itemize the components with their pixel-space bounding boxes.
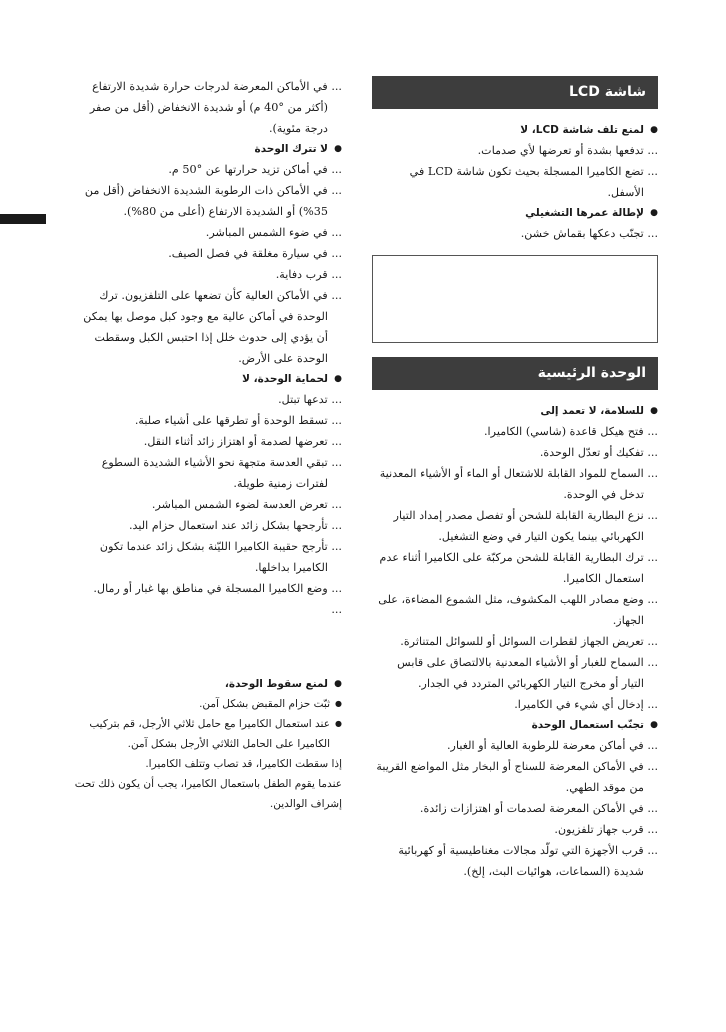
list-item: ... في الأماكن المعرضة للسناج أو البخار مثل المواضع القريبة من موقد الطهي. <box>376 760 658 794</box>
list-item: ... تعرض العدسة لضوء الشمس المباشر. <box>151 498 342 511</box>
list-item: ... في الأماكن العالية كأن تضعها على التلفزيون. ترك الوحدة في أماكن عالية مع وجود كبل موصل بها يمكن أن يؤدي إلى حدوث خلل إذا احتبس الكبل وسقطت الوحدة على الأرض. <box>83 289 342 365</box>
list-item: ... قرب الأجهزة التي تولّد مجالات مغناطيسية أو كهربائية شديدة (السماعات، هوائيات البث، إلخ). <box>398 844 658 878</box>
list-item: ... في الأماكن ذات الرطوبة الشديدة الانخفاض (أقل من 35%) أو الشديدة الارتفاع (أعلى من 80%). <box>84 184 342 218</box>
paragraph: إذا سقطت الكاميرا، قد تصاب وتتلف الكاميرا. <box>145 758 342 770</box>
list-item: ... تسقط الوحدة أو تطرقها على أشياء صلبة. <box>134 414 342 427</box>
fall-prevention-paragraphs <box>70 754 342 814</box>
list-item: ... فتح هيكل قاعدة (شاسي) الكاميرا. <box>483 425 658 438</box>
list-item: ... في سيارة مغلقة في فصل الصيف. <box>168 247 342 260</box>
lcd-section-header: شاشة LCD <box>372 76 658 109</box>
list-item: ... إدخال أي شيء في الكاميرا. <box>514 698 658 711</box>
list-item: ... السماح للمواد القابلة للاشتعال أو الماء أو الأشياء المعدنية تدخل في الوحدة. <box>379 467 658 501</box>
main-unit-section-header: الوحدة الرئيسية <box>372 357 658 390</box>
fall-prevention-subitems <box>70 694 342 754</box>
list-item: ... في أماكن تزيد حرارتها عن °50 م. <box>168 163 342 176</box>
bullet-title: ● لحماية الوحدة، لا <box>70 369 342 389</box>
list-item: ... في الأماكن المعرضة لدرجات حرارة شديدة الارتفاع (أكثر من °40 م) أو شديدة الانخفاض (أقل من صفر درجة مئوية). <box>89 80 342 135</box>
list-item: ... ترك البطارية القابلة للشحن مركبّة على الكاميرا أثناء عدم استعمال الكاميرا. <box>379 551 658 585</box>
list-item: ... تأرجحها بشكل زائد عند استعمال حزام اليد. <box>128 519 342 532</box>
bullet-title: ● للسلامة، لا تعمد إلى <box>372 401 658 421</box>
list-item: ... نزع البطارية القابلة للشحن أو تفصل مصدر إمداد التيار الكهربائي بينما يكون التيار في وضع التشغيل. <box>393 509 658 543</box>
sub-bullet-item: ● عند استعمال الكاميرا مع حامل ثلاثي الأرجل، قم بتركيب الكاميرا على الحامل الثلاثي الأرجل بشكل آمن. <box>70 714 342 754</box>
bullet-title: ● تجنّب استعمال الوحدة <box>372 715 658 735</box>
left-column <box>70 76 342 814</box>
left-top-items <box>70 76 342 139</box>
note-box <box>372 255 658 343</box>
list-item: ... تبقي العدسة متجهة نحو الأشياء الشديدة السطوع لفترات زمنية طويلة. <box>101 456 342 490</box>
list-item: ... تضع الكاميرا المسجلة بحيث تكون شاشة LCD في الأسفل. <box>409 165 658 199</box>
list-item: ... تفكيك أو تعدّل الوحدة. <box>539 446 658 459</box>
list-item: ... تعريض الجهاز لقطرات السوائل أو للسوائل المتناثرة. <box>400 635 658 648</box>
list-item: ... تدعها تبتل. <box>278 393 342 406</box>
lcd-bullet-list <box>372 120 658 244</box>
list-item: ... <box>331 603 342 616</box>
right-column <box>372 76 658 882</box>
fall-prevention-title: ● لمنع سقوط الوحدة، <box>70 674 342 694</box>
bullet-title: ● لإطالة عمرها التشغيلي <box>372 203 658 223</box>
list-item: ... السماح للغبار أو الأشياء المعدنية بالالتصاق على قابس التيار أو مخرج التيار الكهربائي المتردد في الجدار. <box>397 656 658 690</box>
list-item: ... تعرضها لصدمة أو اهتزاز زائد أثناء النقل. <box>143 435 342 448</box>
list-item: ... تدفعها بشدة أو تعرضها لأي صدمات. <box>477 144 658 157</box>
list-item: ... قرب دفاية. <box>275 268 342 281</box>
bullet-title: ● لا تترك الوحدة <box>70 139 342 159</box>
main-unit-bullet-list <box>372 401 658 882</box>
list-item: ... قرب جهاز تلفزيون. <box>554 823 658 836</box>
bullet-title: ● لمنع تلف شاشة LCD، لا <box>372 120 658 140</box>
list-item: ... وضع مصادر اللهب المكشوف، مثل الشموع المضاءة، على الجهاز. <box>378 593 658 627</box>
left-bullet-list <box>70 139 342 620</box>
list-item: ... في أماكن معرضة للرطوبة العالية أو الغبار. <box>446 739 658 752</box>
sub-bullet-item: ● ثبّت حزام المقبض بشكل آمن. <box>70 694 342 714</box>
paragraph: عندما يقوم الطفل باستعمال الكاميرا، يجب أن يكون ذلك تحت إشراف الوالدين. <box>74 778 342 810</box>
list-item: ... تأرجح حقيبة الكاميرا الليّنة بشكل زائد عندما تكون الكاميرا بداخلها. <box>99 540 342 574</box>
list-item: ... في ضوء الشمس المباشر. <box>205 226 342 239</box>
list-item: ... في الأماكن المعرضة لصدمات أو اهتزازات زائدة. <box>419 802 658 815</box>
section-tab-marker <box>0 214 46 224</box>
list-item: ... تجنّب دعكها بقماش خشن. <box>520 227 658 240</box>
list-item: ... وضع الكاميرا المسجلة في مناطق بها غبار أو رمال. <box>93 582 342 595</box>
